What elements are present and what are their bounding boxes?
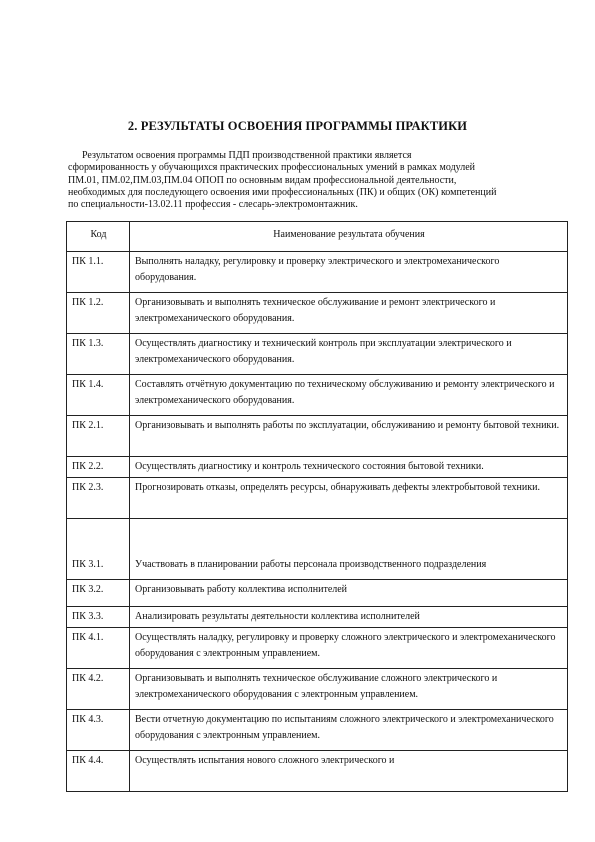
competency-description: Осуществлять испытания нового сложного электрического и	[130, 751, 568, 792]
table-row	[67, 607, 568, 628]
table-row	[67, 710, 568, 751]
table-row	[67, 375, 568, 416]
competency-code: ПК 1.2.	[67, 293, 130, 334]
competency-code: ПК 1.1.	[67, 252, 130, 293]
competency-code: ПК 4.3.	[67, 710, 130, 751]
intro-line: сформированность у обучающихся практических профессиональных умений в рамках модулей	[68, 162, 476, 174]
competency-code: ПК 4.2.	[67, 669, 130, 710]
competency-code: ПК 2.1.	[67, 416, 130, 457]
section-heading: 2. РЕЗУЛЬТАТЫ ОСВОЕНИЯ ПРОГРАММЫ ПРАКТИКИ	[127, 119, 468, 133]
competency-description: Прогнозировать отказы, определять ресурсы, обнаруживать дефекты электробытовой техники.	[130, 478, 568, 519]
learning-outcomes-table	[66, 221, 568, 792]
competency-code: ПК 4.1.	[67, 628, 130, 669]
competency-code: ПК 2.2.	[67, 457, 130, 478]
competency-description: Осуществлять диагностику и контроль технического состояния бытовой техники.	[130, 457, 568, 478]
competency-code: ПК 2.3.	[67, 478, 130, 519]
table-row	[67, 252, 568, 293]
competency-description: Составлять отчётную документацию по техническому обслуживанию и ремонту электрического и электромеханического оборудования.	[130, 375, 568, 416]
competency-description: Организовывать и выполнять техническое обслуживание и ремонт электрического и электромеханического оборудования.	[130, 293, 568, 334]
intro-paragraph	[68, 150, 568, 211]
table-row	[67, 669, 568, 710]
competency-code: ПК 1.4.	[67, 375, 130, 416]
table-row	[67, 457, 568, 478]
competency-description: Осуществлять диагностику и технический контроль при эксплуатации электрического и электромеханического оборудования.	[130, 334, 568, 375]
table-row	[67, 519, 568, 580]
competency-code: ПК 3.2.	[67, 580, 130, 607]
table-row	[67, 751, 568, 792]
intro-line: необходимых для последующего освоения ими профессиональных (ПК) и общих (ОК) компетенций	[68, 186, 497, 198]
competency-description: Организовывать и выполнять работы по эксплуатации, обслуживанию и ремонту бытовой техники.	[130, 416, 568, 457]
competency-description: Осуществлять наладку, регулировку и проверку сложного электрического и электромеханического оборудования с электронным управлением.	[130, 628, 568, 669]
competency-description: Выполнять наладку, регулировку и проверку электрического и электромеханического оборудования.	[130, 252, 568, 293]
competency-description: Участвовать в планировании работы персонала производственного подразделения	[130, 519, 568, 580]
column-header-name: Наименование результата обучения	[130, 222, 568, 252]
competency-code: ПК 3.1.	[67, 519, 130, 580]
competency-description: Вести отчетную документацию по испытаниям сложного электрического и электромеханического оборудования с электронным управлением.	[130, 710, 568, 751]
intro-line: ПМ.01, ПМ.02,ПМ.03,ПМ.04 ОПОП по основным видам профессиональной деятельности,	[68, 174, 457, 186]
intro-line: Результатом освоения программы ПДП производственной практики является	[82, 150, 412, 161]
table-header-row	[67, 222, 568, 252]
intro-line: по специальности-13.02.11 профессия - слесарь-электромонтажник.	[68, 199, 358, 211]
column-header-code: Код	[67, 222, 130, 252]
competency-description: Организовывать и выполнять техническое обслуживание сложного электрического и электромеханического оборудования с электронным управлением.	[130, 669, 568, 710]
table-row	[67, 580, 568, 607]
competency-description: Анализировать результаты деятельности коллектива исполнителей	[130, 607, 568, 628]
table-row	[67, 416, 568, 457]
table-row	[67, 628, 568, 669]
table-row	[67, 293, 568, 334]
competency-code: ПК 4.4.	[67, 751, 130, 792]
competency-code: ПК 1.3.	[67, 334, 130, 375]
competency-code: ПК 3.3.	[67, 607, 130, 628]
table-row	[67, 478, 568, 519]
competency-description: Организовывать работу коллектива исполнителей	[130, 580, 568, 607]
table-row	[67, 334, 568, 375]
